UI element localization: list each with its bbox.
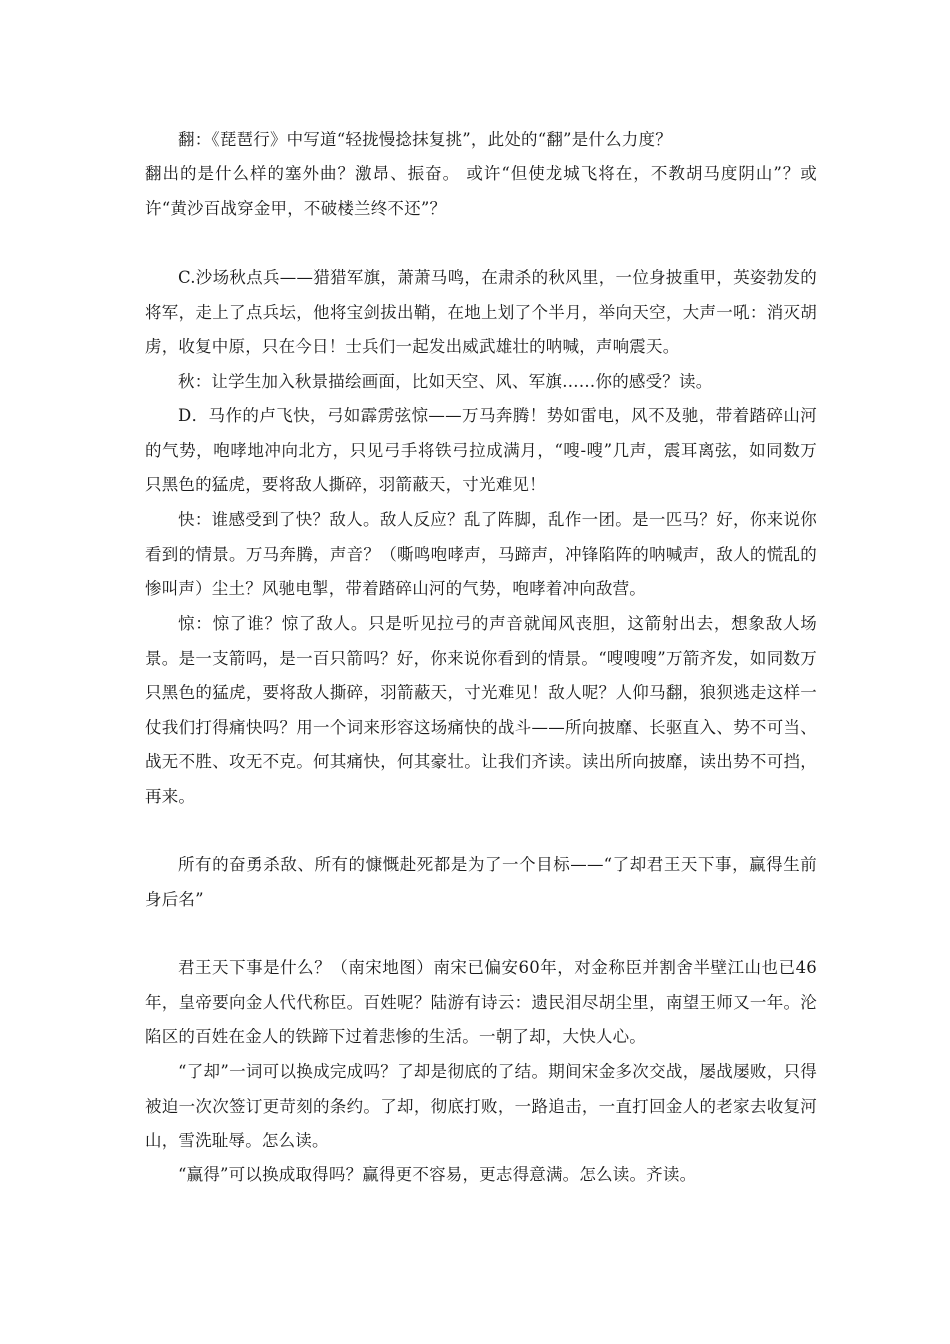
paragraph-junwang: 君王天下事是什么？（南宋地图）南宋已偏安60年，对金称臣并割舍半壁江山也已46年，皇帝要向金人代代称臣。百姓呢？陆游有诗云：遗民泪尽胡尘里，南望王师又一年。沦陷区的百姓在金人的铁蹄下过着悲惨的生活。一朝了却，大快人心。	[145, 958, 817, 1046]
paragraph-liaoque: “了却”一词可以换成完成吗？了却是彻底的了结。期间宋金多次交战，屡战屡败，只得被迫一次次签订更苛刻的条约。了却，彻底打败，一路追击，一直打回金人的老家去收复河山，雪洗耻辱。怎么读。	[145, 1062, 817, 1150]
paragraph-fan-answer: 翻出的是什么样的塞外曲？激昂、振奋。 或许“但使龙城飞将在，不教胡马度阴山”？或许“黄沙百战穿金甲，不破楼兰终不还”？	[145, 164, 817, 218]
paragraph-c-autumn-review: C.沙场秋点兵——猎猎军旗，萧萧马鸣，在肃杀的秋风里，一位身披重甲，英姿勃发的将军，走上了点兵坛，他将宝剑拔出鞘，在地上划了个半月，举向天空，大声一吼：消灭胡虏，收复中原，只在今日！士兵们一起发出威武雄壮的呐喊，声响震天。	[145, 268, 817, 356]
paragraph-qiu: 秋：让学生加入秋景描绘画面，比如天空、风、军旗……你的感受？读。	[178, 372, 713, 391]
paragraph-yingde: “赢得”可以换成取得吗？赢得更不容易，更志得意满。怎么读。齐读。	[178, 1165, 697, 1184]
paragraph-fan-question: 翻：《琵琶行》中写道“轻拢慢捻抹复挑”，此处的“翻”是什么力度？	[178, 130, 672, 149]
paragraph-d-horse: D．马作的卢飞快，弓如霹雳弦惊——万马奔腾！势如雷电，风不及驰，带着踏碎山河的气势，咆哮地冲向北方，只见弓手将铁弓拉成满月，“嗖-嗖”几声，震耳离弦，如同数万只黑色的猛虎，要将敌人撕碎，羽箭蔽天，寸光难见！	[145, 406, 817, 494]
paragraph-goal: 所有的奋勇杀敌、所有的慷慨赴死都是为了一个目标——“了却君王天下事，赢得生前身后名”	[145, 855, 817, 909]
paragraph-kuai: 快：谁感受到了快？敌人。敌人反应？乱了阵脚，乱作一团。是一匹马？好，你来说你看到的情景。万马奔腾，声音？（嘶鸣咆哮声，马蹄声，冲锋陷阵的呐喊声，敌人的慌乱的惨叫声）尘土？风驰电掣，带着踏碎山河的气势，咆哮着冲向敌营。	[145, 510, 817, 598]
paragraph-jing: 惊：惊了谁？惊了敌人。只是听见拉弓的声音就闻风丧胆，这箭射出去，想象敌人场景。是一支箭吗，是一百只箭吗？好，你来说你看到的情景。“嗖嗖嗖”万箭齐发，如同数万只黑色的猛虎，要将敌人撕碎，羽箭蔽天，寸光难见！敌人呢？人仰马翻，狼狈逃走这样一仗我们打得痛快吗？用一个词来形容这场痛快的战斗——所向披靡、长驱直入、势不可当、战无不胜、攻无不克。何其痛快，何其豪壮。让我们齐读。读出所向披靡，读出势不可挡，再来。	[145, 614, 817, 806]
